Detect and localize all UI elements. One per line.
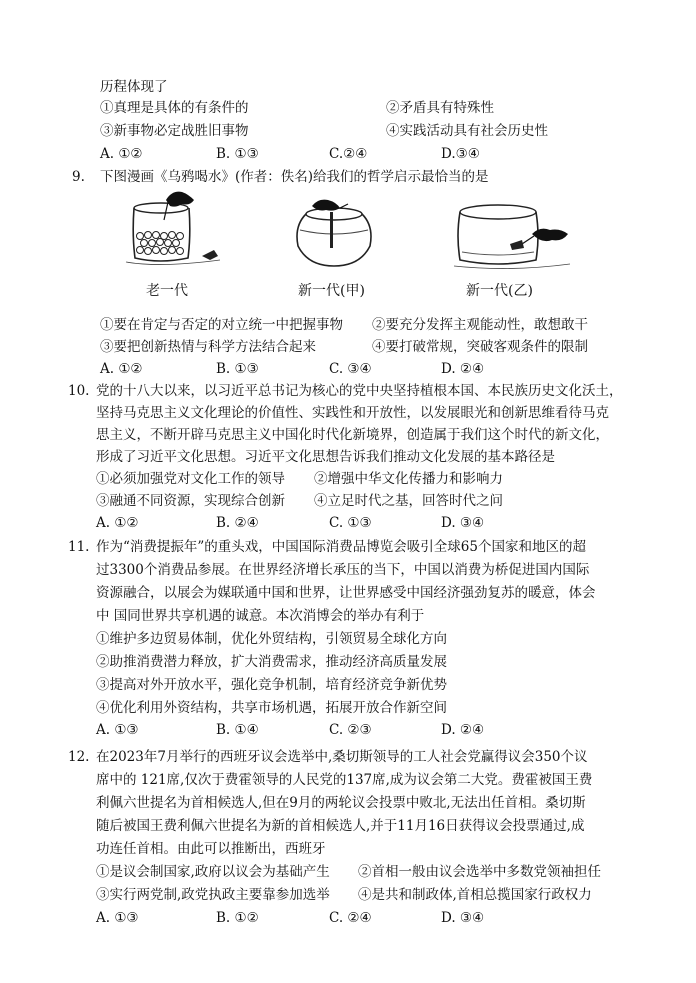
q10-choice-b: B. ②④ [216,515,259,531]
q10-number: 10. [68,383,90,399]
q10-statement-1: ①必须加强党对文化工作的领导 [96,471,285,487]
caption-new-generation-a: 新一代(甲) [298,283,365,299]
q11-choice-c: C. ②③ [329,722,372,738]
q11-choice-d: D. ②④ [441,722,485,738]
q10-stem-line-4: 形成了习近平文化思想。习近平文化思想告诉我们推动文化发展的基本路径是 [96,449,555,465]
q11-stem-line-1: 作为“消费提振年”的重头戏，中国国际消费品博览会吸引全球65个国家和地区的超 [96,539,586,555]
cartoon-new-generation-a [286,196,386,272]
q12-choice-a: A. ①③ [96,910,139,926]
q9-choice-c: C. ③④ [329,361,372,377]
q9-stem: 下图漫画《乌鸦喝水》(作者：佚名)给我们的哲学启示最恰当的是 [100,169,489,185]
q10-stem-line-1: 党的十八大以来，以习近平总书记为核心的党中央坚持植根本国、本民族历史文化沃土， [96,383,623,399]
q11-stem-line-4: 中 国同世界共享机遇的诚意。本次消博会的举办有利于 [96,608,425,624]
q10-choice-c: C. ①③ [329,515,372,531]
q12-choice-b: B. ①② [216,910,259,926]
q11-stem-line-3: 资源融合，以展会为媒联通中国和世界，让世界感受中国经济强劲复苏的暖意，体会 [96,585,596,601]
q11-number: 11. [68,539,90,555]
q12-statement-4: ④是共和制政体,首相总揽国家行政权力 [358,887,592,903]
caption-old-generation: 老一代 [146,283,188,299]
q12-stem-line-3: 利佩六世提名为首相候选人,但在9月的两轮议会投票中败北,无法出任首相。桑切斯 [96,795,586,811]
q9-choice-a: A. ①② [100,361,143,377]
cartoon-new-generation-b [450,196,575,272]
q8-statement-1: ①真理是具体的有条件的 [100,100,249,116]
q9-choice-d: D. ②④ [441,361,485,377]
q9-statement-3: ③要把创新热情与科学方法结合起来 [100,339,316,355]
q8-statement-3: ③新事物必定战胜旧事物 [100,123,249,139]
q10-stem-line-3: 思主义，不断开辟马克思主义中国化时代化新境界，创造属于我们这个时代的新文化， [96,427,609,443]
caption-new-generation-b: 新一代(乙) [466,283,533,299]
q10-statement-2: ②增强中华文化传播力和影响力 [314,471,503,487]
q12-stem-line-2: 席中的 121席,仅次于费霍领导的人民党的137席,成为议会第二大党。费霍被国王费 [96,772,593,788]
q8-stem-tail: 历程体现了 [100,79,168,95]
q8-statement-4: ④实践活动具有社会历史性 [386,123,548,139]
q9-statement-2: ②要充分发挥主观能动性，敢想敢干 [372,317,588,333]
cartoon-old-generation [120,190,230,270]
q11-choice-b: B. ①④ [216,722,259,738]
q12-choice-c: C. ②④ [329,910,372,926]
q9-choice-b: B. ①③ [216,361,259,377]
q10-stem-line-2: 坚持马克思主义文化理论的价值性、实践性和开放性，以发展眼光和创新思维看待马克 [96,405,609,421]
q12-stem-line-5: 功连任首相。由此可以推断出，西班牙 [96,841,326,857]
q11-statement-2: ②助推消费潜力释放，扩大消费需求，推动经济高质量发展 [96,654,447,670]
q8-statement-2: ②矛盾具有特殊性 [386,100,494,116]
q8-choice-c: C.②④ [329,146,368,162]
q10-choice-a: A. ①② [96,515,139,531]
q9-statement-1: ①要在肯定与否定的对立统一中把握事物 [100,317,343,333]
q12-statement-3: ③实行两党制,政党执政主要靠参加选举 [96,887,330,903]
q11-statement-4: ④优化利用外资结构，共享市场机遇，拓展开放合作新空间 [96,700,447,716]
q8-choice-b: B. ①③ [216,146,259,162]
q10-statement-4: ④立足时代之基，回答时代之问 [314,493,503,509]
q11-statement-1: ①维护多边贸易体制，优化外贸结构，引领贸易全球化方向 [96,631,447,647]
q12-number: 12. [68,749,90,765]
q10-statement-3: ③融通不同资源，实现综合创新 [96,493,285,509]
q8-choice-a: A. ①② [100,146,143,162]
q9-number: 9. [72,169,85,185]
q11-choice-a: A. ①③ [96,722,139,738]
q12-choice-d: D. ③④ [441,910,485,926]
q8-choice-d: D.③④ [441,146,480,162]
q11-statement-3: ③提高对外开放水平，强化竞争机制，培育经济竞争新优势 [96,677,447,693]
q12-stem-line-4: 随后被国王费利佩六世提名为新的首相候选人,并于11月16日获得议会投票通过,成 [96,818,585,834]
q12-statement-2: ②首相一般由议会选举中多数党领袖担任 [358,864,601,880]
q12-stem-line-1: 在2023年7月举行的西班牙议会选举中,桑切斯领导的工人社会党赢得议会350个议 [96,749,588,765]
q11-stem-line-2: 过3300个消费品参展。在世界经济增长承压的当下，中国以消费为桥促进国内国际 [96,562,590,578]
q12-statement-1: ①是议会制国家,政府以议会为基础产生 [96,864,330,880]
q10-choice-d: D. ③④ [441,515,485,531]
q9-statement-4: ④要打破常规，突破客观条件的限制 [372,339,588,355]
